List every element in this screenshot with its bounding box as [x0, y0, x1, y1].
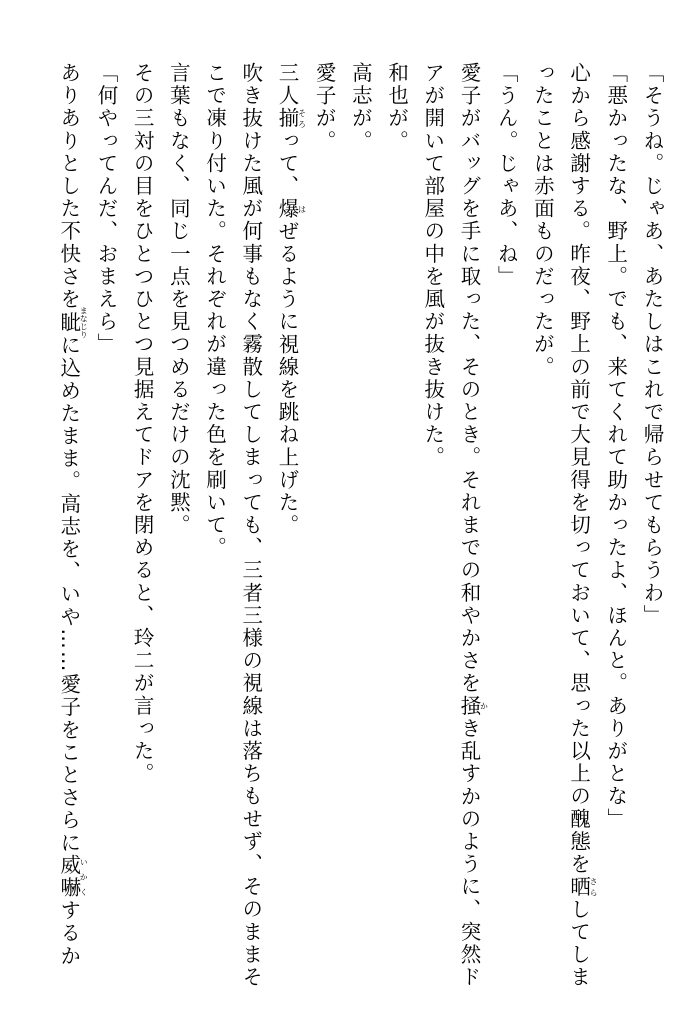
text-segment: してしま: [566, 898, 591, 989]
ruby-base: 威嚇: [56, 854, 81, 900]
ruby-base: 眦: [56, 306, 81, 339]
text-line: [378, 62, 414, 962]
ruby-annotation: [566, 875, 599, 899]
ruby-annotation: [274, 107, 307, 130]
text-line: [415, 62, 451, 962]
ruby-base: 爆: [274, 197, 299, 221]
ruby-base: 揃: [274, 107, 299, 130]
text-segment: 和也が。: [384, 62, 409, 153]
text-line: [451, 62, 489, 989]
ruby-reading: いかく: [79, 854, 89, 900]
text-segment: に込めたまま。高志を、いや……愛子をことさらに: [56, 334, 81, 855]
ruby-annotation: [274, 197, 307, 221]
text-segment: アが開いて部屋の中を風が抜き抜けた。: [420, 62, 445, 469]
text-line: [233, 62, 269, 989]
text-segment: 「悪かったな、野上。でも、来てくれて助かったよ、ほんと。ありがとな」: [603, 62, 628, 831]
text-segment: その三対の目をひとつひとつ見据えてドアを閉めると、玲二が言った。: [130, 62, 155, 786]
text-segment: 言葉もなく、同じ一点を見つめるだけの沈黙。: [166, 62, 191, 537]
ruby-reading: か: [479, 694, 489, 718]
ruby-annotation: [456, 694, 489, 718]
text-segment: き乱すかのように、突然ド: [456, 717, 481, 989]
text-line: [88, 62, 124, 962]
text-line: [160, 62, 196, 962]
ruby-annotation: [56, 306, 89, 339]
vertical-text-body: [51, 62, 670, 989]
text-segment: 愛子が。: [312, 62, 337, 153]
text-line: [342, 62, 378, 962]
ruby-reading: まなじり: [79, 306, 89, 339]
ruby-reading: そろ: [297, 107, 307, 130]
text-segment: 「そうね。じゃあ、あたしはこれで帰らせてもらうわ」: [640, 62, 664, 627]
ruby-base: 晒: [566, 875, 591, 899]
text-line: [524, 62, 560, 962]
text-segment: 「何やってんだ、おまえら」: [93, 62, 118, 356]
text-segment: 「うん。じゃあ、ね」: [494, 62, 519, 288]
ruby-base: 掻: [456, 694, 481, 718]
text-line: [124, 62, 160, 962]
text-segment: ぜるように視線を跳ね上げた。: [274, 220, 299, 537]
ruby-reading: は: [297, 197, 307, 221]
text-line: [51, 62, 89, 968]
text-line: [598, 62, 634, 962]
text-segment: 三人: [274, 62, 299, 108]
text-segment: 高志が。: [348, 62, 373, 153]
text-segment: ったことは赤面ものだったが。: [530, 62, 555, 379]
text-segment: 吹き抜けた風が何事もなく霧散してしまっても、三者三様の視線は落ちもせず、そのままそ: [238, 62, 263, 989]
text-line: [634, 62, 670, 962]
text-segment: 愛子がバッグを手に取った、そのとき。それまでの和やかさを: [456, 62, 481, 695]
text-line: [306, 62, 342, 962]
text-line: [488, 62, 524, 962]
text-segment: って、: [274, 129, 299, 198]
text-segment: ありありとした不快さを: [56, 62, 81, 311]
text-segment: こで凍り付いた。それぞれが違った色を刷いて。: [202, 62, 227, 560]
ruby-annotation: [56, 854, 89, 900]
text-line: [196, 62, 232, 962]
text-segment: するか: [56, 899, 81, 968]
text-line: [269, 62, 306, 962]
text-segment: 心から感謝する。昨夜、野上の前で大見得を切っておいて、思った以上の醜態を: [566, 62, 591, 876]
ruby-reading: さら: [589, 875, 599, 899]
text-line: [560, 62, 599, 989]
